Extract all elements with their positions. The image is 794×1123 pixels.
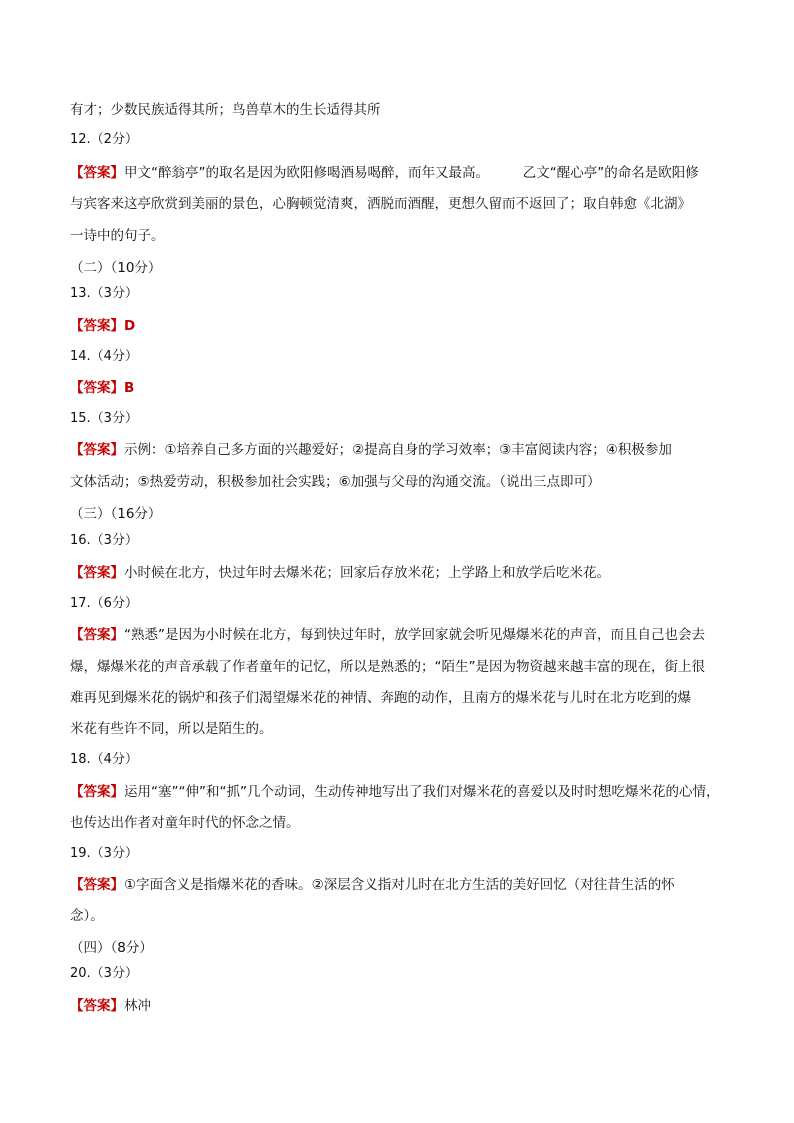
question-20-header: 20.（3分） [70, 966, 138, 981]
section-2-header: （二）（10分） [70, 260, 162, 276]
answer-17-line-1: 【答案】“熟悉”是因为小时候在北方，每到快过年时，放学回家就会听见爆爆米花的声音，而且自己也会去 [70, 627, 705, 643]
answer-18-line-2: 也传达出作者对童年时代的怀念之情。 [70, 815, 300, 831]
section-4-header: （四）（8分） [70, 940, 153, 956]
question-12-header: 12.（2分） [70, 132, 138, 147]
answer-12-line-2: 与宾客来这亭欣赏到美丽的景色，心胸顿觉清爽，洒脱而酒醒，更想久留而不返回了；取自韩愈《北湖》 [70, 196, 691, 212]
answer-17-line-4: 米花有些许不同，所以是陌生的。 [70, 721, 273, 737]
answer-17-line-2: 爆，爆爆米花的声音承载了作者童年的记忆，所以是熟悉的；“陌生”是因为物资越来越丰富的现在，街上很 [70, 659, 705, 675]
question-18-header: 18.（4分） [70, 752, 138, 767]
answer-12-line-1: 【答案】甲文“醉翁亭”的取名是因为欧阳修喝酒易喝醉，而年又最高。 乙文“醒心亭”的命名是欧阳修 [70, 165, 699, 181]
question-17-header: 17.（6分） [70, 596, 138, 611]
answer-label: 【答案】 [70, 627, 124, 643]
answer-15-line-2: 文体活动；⑤热爱劳动，积极参加社会实践；⑥加强与父母的沟通交流。（说出三点即可） [70, 474, 601, 490]
answer-label: 【答案】 [70, 877, 124, 893]
answer-label: 【答案】 [70, 998, 124, 1014]
question-19-header: 19.（3分） [70, 846, 138, 861]
answer-label: 【答案】 [70, 165, 124, 181]
answer-continuation: 有才；少数民族适得其所；鸟兽草木的生长适得其所 [70, 102, 381, 118]
section-3-header: （三）（16分） [70, 506, 162, 522]
answer-15-line-1: 【答案】示例：①培养自己多方面的兴趣爱好；②提高自身的学习效率；③丰富阅读内容；④积极参加 [70, 442, 672, 458]
answer-label: 【答案】 [70, 442, 124, 458]
answer-label: 【答案】 [70, 318, 124, 334]
answer-20: 【答案】林冲 [70, 998, 151, 1014]
answer-19-line-1: 【答案】①字面含义是指爆米花的香味。②深层含义指对儿时在北方生活的美好回忆（对往昔生活的怀 [70, 877, 675, 893]
question-14-header: 14.（4分） [70, 349, 138, 364]
answer-16: 【答案】小时候在北方，快过年时去爆米花；回家后存放米花；上学路上和放学后吃米花。 [70, 565, 610, 581]
answer-19-line-2: 念）。 [70, 908, 104, 924]
answer-label: 【答案】 [70, 565, 124, 581]
question-13-header: 13.（3分） [70, 286, 138, 301]
answer-18-line-1: 【答案】运用“塞”“伸”和“抓”几个动词，生动传神地写出了我们对爆米花的喜爱以及时时想吃爆米花的心情， [70, 784, 720, 800]
answer-17-line-3: 难再见到爆米花的锅炉和孩子们渴望爆米花的神情、奔跑的动作，且南方的爆米花与儿时在北方吃到的爆 [70, 690, 691, 706]
answer-12-line-3: 一诗中的句子。 [70, 228, 165, 244]
question-16-header: 16.（3分） [70, 533, 138, 548]
question-15-header: 15.（3分） [70, 411, 138, 426]
answer-label: 【答案】 [70, 380, 124, 396]
answer-13: 【答案】D [70, 318, 136, 334]
answer-label: 【答案】 [70, 784, 124, 800]
answer-14: 【答案】B [70, 380, 135, 396]
